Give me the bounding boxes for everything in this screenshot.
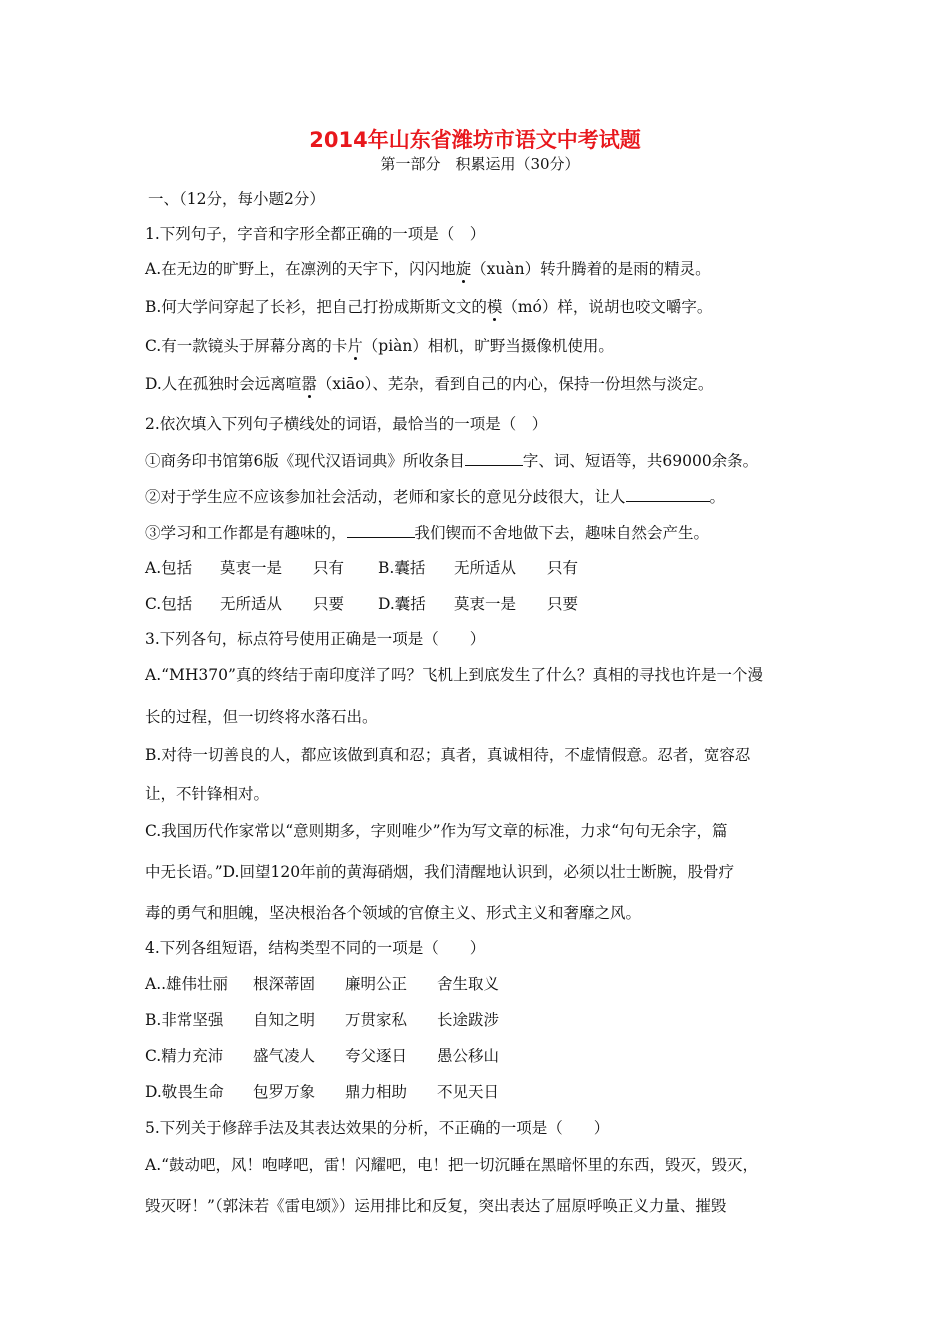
q2-d-word1: D.囊括: [378, 595, 426, 613]
q3-option-a-line1: A.“MH370”真的终结于南印度洋了吗？飞机上到底发生了什么？真相的寻找也许是一个漫: [145, 666, 763, 684]
q3-option-c-line3: 毒的勇气和胆魄，坚决根治各个领域的官僚主义、形式主义和奢靡之风。: [145, 904, 642, 922]
q1-a-text-end: （xuàn）转升腾着的是雨的精灵。: [471, 260, 711, 278]
q1-d-dotted-char: 嚣: [301, 375, 317, 393]
q4-b-phrase4: 长途跋涉: [437, 1011, 500, 1029]
q4-option-d: [145, 1082, 499, 1102]
q2-s3-text-end: 我们锲而不舍地做下去，趣味自然会产生。: [414, 524, 710, 542]
q2-s1-text: ①商务印书馆第6版《现代汉语词典》所收条目: [145, 452, 465, 470]
q2-b-word3: 只有: [547, 559, 579, 577]
section-heading: 一、（12分，每小题2分）: [148, 190, 325, 208]
q4-c-phrase4: 愚公移山: [437, 1047, 500, 1065]
q4-a-phrase2: 根深蒂固: [253, 975, 316, 993]
q1-d-text: D.人在孤独时会远离喧: [145, 375, 302, 393]
q4-a-phrase3: 廉明公正: [345, 975, 408, 993]
q5-option-a-line1: A.“鼓动吧，风！咆哮吧，雷！闪耀吧，电！把一切沉睡在黑暗怀里的东西，毁灭，毁灭，: [145, 1156, 759, 1174]
q3-option-c-line2: 中无长语。”D.回望120年前的黄海硝烟，我们清醒地认识到，必须以壮士断腕，股骨疗: [145, 863, 735, 881]
q3-option-b-line2: 让，不针锋相对。: [145, 785, 270, 803]
q4-b-phrase3: 万贯家私: [345, 1011, 408, 1029]
q4-b-phrase2: 自知之明: [253, 1011, 316, 1029]
fill-blank: [347, 523, 415, 538]
q4-stem: 4.下列各组短语，结构类型不同的一项是（ ）: [145, 939, 486, 957]
part-heading: 第一部分 积累运用（30分）: [380, 155, 580, 173]
q2-sentence-2: [145, 487, 725, 507]
fill-blank: [626, 487, 710, 502]
q1-b-text-end: （mó）样，说胡也咬文嚼字。: [502, 298, 713, 316]
q4-c-phrase1: C.精力充沛: [145, 1047, 224, 1065]
q1-b-dotted-char: 模: [486, 298, 503, 316]
q2-a-word1: A.包括: [145, 559, 193, 577]
q1-c-dotted-char: 片: [347, 337, 363, 355]
q2-stem: 2.依次填入下列句子横线处的词语，最恰当的一项是（ ）: [145, 415, 548, 433]
q3-stem: 3.下列各句，标点符号使用正确是一项是（ ）: [145, 630, 486, 648]
q2-c-word3: 只要: [313, 595, 345, 613]
q4-option-a: [145, 974, 499, 994]
q3-option-c-line1: C.我国历代作家常以“意则期多，字则唯少”作为写文章的标准，力求“句句无余字，篇: [145, 822, 728, 840]
q4-d-phrase1: D.敬畏生命: [145, 1083, 224, 1101]
q2-b-word1: B.囊括: [378, 559, 426, 577]
q1-stem: 1.下列句子，字音和字形全都正确的一项是（ ）: [145, 225, 486, 243]
q2-s1-text-end: 字、词、短语等，共69000余条。: [522, 452, 759, 470]
q1-c-text-end: （piàn）相机，旷野当摄像机使用。: [362, 337, 614, 355]
q2-a-word3: 只有: [313, 559, 345, 577]
q5-option-a-line2: 毁灭呀！”（郭沫若《雷电颂》）运用排比和反复，突出表达了屈原呼唤正义力量、摧毁: [145, 1197, 727, 1215]
q2-options-ab: [145, 558, 578, 578]
q2-b-word2: 无所适从: [454, 559, 517, 577]
q1-b-text: B.何大学问穿起了长衫，把自己打扮成斯斯文文的: [145, 298, 487, 316]
q4-c-phrase3: 夸父逐日: [345, 1047, 408, 1065]
q2-c-word1: C.包括: [145, 595, 193, 613]
q2-a-word2: 莫衷一是: [220, 559, 283, 577]
q1-a-text: A.在无边的旷野上，在凛洌的天宇下，闪闪地: [145, 260, 456, 278]
q4-c-phrase2: 盛气凌人: [253, 1047, 316, 1065]
q4-option-c: [145, 1046, 499, 1066]
q4-d-phrase2: 包罗万象: [253, 1083, 316, 1101]
q2-sentence-1: [145, 451, 758, 471]
q1-option-a: [145, 259, 711, 279]
q5-stem: 5.下列关于修辞手法及其表达效果的分析，不正确的一项是（ ）: [145, 1119, 610, 1137]
q1-c-text: C.有一款镜头于屏幕分离的卡: [145, 337, 348, 355]
q1-option-b: [145, 297, 712, 317]
q1-a-dotted-char: 旋: [455, 260, 472, 278]
q3-option-b-line1: B.对待一切善良的人，都应该做到真和忍；真者，真诚相待，不虚情假意。忍者，宽容忍: [145, 746, 751, 764]
q1-option-d: [145, 374, 713, 394]
fill-blank: [465, 451, 523, 466]
q2-d-word2: 莫衷一是: [454, 595, 517, 613]
q4-d-phrase3: 鼎力相助: [345, 1083, 408, 1101]
q1-option-c: [145, 336, 614, 356]
q4-b-phrase1: B.非常坚强: [145, 1011, 224, 1029]
q4-a-phrase1: A..雄伟壮丽: [145, 975, 229, 993]
exam-title: 2014年山东省潍坊市语文中考试题: [309, 128, 641, 152]
q2-s2-text: ②对于学生应不应该参加社会活动，老师和家长的意见分歧很大，让人: [145, 488, 626, 506]
q2-sentence-3: [145, 523, 709, 543]
q3-option-a-line2: 长的过程，但一切终将水落石出。: [145, 708, 378, 726]
q1-d-text-end: （xiāo）、芜杂，看到自己的内心，保持一份坦然与淡定。: [316, 375, 714, 393]
q2-options-cd: [145, 594, 578, 614]
q4-a-phrase4: 舍生取义: [437, 975, 500, 993]
q2-s3-text: ③学习和工作都是有趣味的，: [145, 524, 347, 542]
q2-s2-text-end: 。: [709, 488, 726, 506]
q2-d-word3: 只要: [547, 595, 579, 613]
q4-option-b: [145, 1010, 499, 1030]
q2-c-word2: 无所适从: [220, 595, 283, 613]
q4-d-phrase4: 不见天日: [437, 1083, 500, 1101]
